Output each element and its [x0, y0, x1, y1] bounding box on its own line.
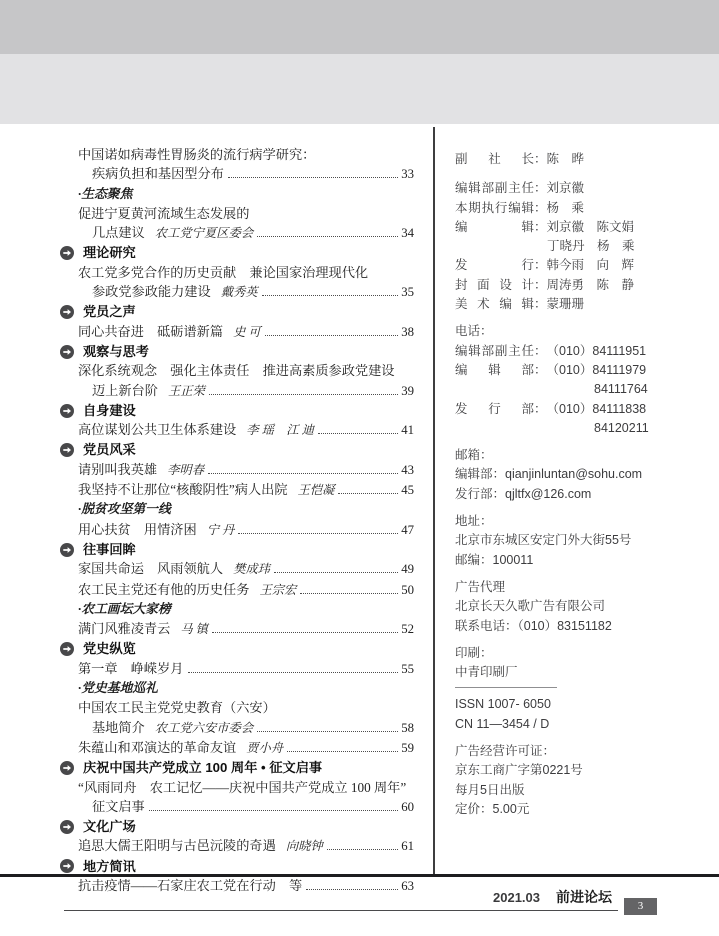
masthead-text-line: 邮编：100011	[455, 552, 534, 567]
masthead-value: （010）84111951	[546, 343, 647, 358]
masthead-colon: ：	[534, 343, 547, 358]
masthead-colon: ：	[534, 258, 547, 273]
toc-section-label: 理论研究	[83, 245, 136, 261]
arrow-circle-icon	[60, 543, 74, 557]
toc-entry	[78, 420, 414, 440]
toc-title-line: 中国农工民主党党史教育（六安）	[78, 700, 276, 716]
footer-thick-rule	[0, 874, 719, 877]
masthead-text-line: ISSN 1007- 6050	[455, 697, 551, 712]
dotted-leader	[209, 394, 398, 395]
toc-entry	[78, 659, 414, 679]
masthead-label: 编辑	[455, 219, 534, 234]
toc-entry-title: 征文启事	[92, 798, 145, 814]
masthead-group	[455, 446, 707, 504]
masthead-column	[455, 150, 707, 827]
toc-section	[60, 342, 414, 361]
toc-entry-author: 王正荣	[167, 383, 205, 398]
masthead-label: 副社长	[455, 152, 534, 166]
masthead-short-rule	[455, 687, 557, 688]
toc-section	[60, 540, 414, 559]
dotted-leader	[257, 731, 398, 732]
toc-page-number: 39	[401, 383, 414, 398]
toc-section	[60, 401, 414, 420]
masthead-spacer	[455, 169, 707, 179]
masthead-row	[455, 361, 707, 380]
toc-entry-author: 戴秀英	[220, 285, 258, 300]
toc-section-label: 党员之声	[83, 304, 136, 320]
masthead-group	[455, 742, 707, 819]
toc-entry	[92, 164, 414, 184]
dotted-leader	[274, 572, 398, 573]
toc-section-label: 党史纵览	[83, 641, 136, 657]
masthead-row	[455, 400, 707, 419]
toc-entry-title: 几点建议	[92, 225, 145, 241]
arrow-circle-icon	[60, 246, 74, 260]
masthead-row	[455, 218, 707, 237]
masthead-label: 发行	[455, 258, 534, 273]
toc-entry-title: 第一章 峥嵘岁月	[78, 660, 184, 676]
masthead-value: （010）84111979	[546, 362, 647, 377]
arrow-circle-icon	[60, 761, 74, 775]
toc-section-label: 观察与思考	[83, 343, 149, 359]
toc-page-number: 63	[401, 878, 414, 893]
masthead-label: 编辑部副主任	[455, 343, 534, 358]
toc-section-label: 自身建设	[83, 402, 136, 418]
toc-title-line: “风雨同舟 农工记忆——庆祝中国共产党成立 100 周年”	[78, 779, 407, 795]
masthead-group	[455, 578, 707, 636]
masthead-text-line: 广告经营许可证：	[455, 744, 556, 759]
toc-title-line: 中国诺如病毒性胃肠炎的流行病学研究：	[78, 147, 316, 162]
toc-section	[60, 302, 414, 321]
toc-entry	[92, 223, 414, 243]
masthead-row	[455, 342, 707, 361]
masthead-label: 本期执行编辑	[455, 200, 534, 215]
footer-magazine-title: 前进论坛	[556, 891, 612, 906]
toc-entry-title: 请别叫我英雄	[78, 461, 158, 477]
toc-section-label: 往事回眸	[83, 541, 136, 557]
masthead-colon: ：	[534, 152, 547, 166]
page-footer	[64, 887, 657, 911]
toc-entry-title: 参政党参政能力建设	[92, 284, 211, 300]
toc-entry-author: 农工党六安市委会	[154, 720, 254, 735]
toc-entry-title: 疾病负担和基因型分布	[92, 166, 224, 182]
table-of-contents	[60, 145, 414, 896]
toc-entry	[78, 580, 414, 600]
toc-entry-title: 朱蕴山和邓演达的革命友谊	[78, 739, 237, 755]
toc-entry-author: 樊成玮	[233, 562, 270, 577]
toc-entry-title: 迈上新台阶	[92, 382, 158, 398]
toc-entry-author: 李 瑶 江 迪	[246, 423, 314, 438]
masthead-label: 封面设计	[455, 277, 534, 292]
dotted-leader	[327, 849, 398, 850]
masthead-group	[455, 150, 707, 314]
toc-entry-title: 农工民主党还有他的历史任务	[78, 581, 250, 597]
masthead-colon: ：	[534, 297, 547, 312]
toc-page-number: 55	[401, 661, 414, 676]
toc-entry	[78, 619, 414, 639]
masthead-group-heading: 印刷：	[455, 645, 493, 660]
masthead-continuation-line: 丁晓丹 杨 乘	[547, 239, 635, 254]
arrow-circle-icon	[60, 443, 74, 457]
dotted-leader	[149, 810, 398, 811]
toc-entry-author: 马 镇	[180, 622, 208, 637]
masthead-text-line: 每月5日出版	[455, 782, 525, 797]
masthead-value: 韩今雨 向 辉	[546, 258, 635, 273]
masthead-colon: ：	[534, 401, 547, 416]
arrow-circle-icon	[60, 305, 74, 319]
masthead-value: 刘京徽 陈文娟	[546, 219, 635, 234]
arrow-circle-icon	[60, 345, 74, 359]
toc-section	[60, 758, 414, 777]
masthead-group-heading: 地址：	[455, 514, 493, 529]
toc-page-number: 33	[401, 167, 414, 182]
masthead-text-line: 北京长天久歌广告有限公司	[455, 599, 606, 614]
sub-gray-band	[0, 54, 719, 124]
arrow-circle-icon	[60, 820, 74, 834]
masthead-colon: ：	[534, 362, 547, 377]
toc-entry-title: 追思大儒王阳明与古邑沅陵的奇遇	[78, 838, 276, 854]
toc-entry	[92, 718, 414, 738]
masthead-text-line: 广告代理	[455, 579, 506, 594]
toc-title-line: 促进宁夏黄河流域生态发展的	[78, 205, 250, 221]
toc-entry-author: 宁 丹	[206, 522, 235, 537]
toc-entry-author: 史 可	[233, 324, 261, 339]
toc-section	[60, 639, 414, 658]
masthead-label: 编辑部	[455, 362, 534, 377]
toc-section-label: 党员风采	[83, 442, 136, 458]
toc-page-number: 45	[401, 483, 414, 498]
toc-entry-author: 贾小舟	[246, 740, 284, 755]
toc-page-number: 59	[401, 740, 414, 755]
toc-entry	[78, 559, 414, 579]
toc-section-label: 地方简讯	[83, 858, 136, 874]
toc-subsection-label: ·党史基地巡礼	[78, 681, 158, 696]
masthead-colon: ：	[534, 219, 547, 234]
masthead-label: 美术编辑	[455, 297, 534, 312]
footer-thin-rule	[64, 887, 618, 911]
masthead-value: （010）84111838	[546, 401, 647, 416]
dotted-leader	[257, 236, 398, 237]
masthead-group-heading: 电话：	[455, 324, 493, 339]
masthead-text-line: 定价：5.00元	[455, 801, 530, 816]
toc-entry-title: 基地简介	[92, 719, 145, 735]
dotted-leader	[208, 473, 398, 474]
toc-entry	[78, 460, 414, 480]
masthead-row	[455, 256, 707, 275]
toc-page-number: 41	[401, 423, 414, 438]
toc-section	[60, 440, 414, 459]
dotted-leader	[300, 593, 398, 594]
toc-page-number: 50	[401, 582, 414, 597]
dotted-leader	[212, 632, 398, 633]
masthead-text-line: 编辑部：qianjinluntan@sohu.com	[455, 467, 643, 482]
toc-page-number: 38	[401, 324, 414, 339]
dotted-leader	[318, 433, 398, 434]
toc-entry	[78, 322, 414, 342]
toc-entry-author: 王恺凝	[297, 483, 335, 498]
toc-entry-title: 家国共命运 风雨领航人	[78, 561, 224, 577]
column-divider-rule	[433, 127, 435, 875]
dotted-leader	[238, 533, 398, 534]
toc-page-number: 52	[401, 622, 414, 637]
toc-entry-author: 向晓钟	[285, 839, 323, 854]
toc-title-line: 深化系统观念 强化主体责任 推进高素质参政党建设	[78, 363, 395, 379]
arrow-circle-icon	[60, 859, 74, 873]
masthead-value: 蒙珊珊	[546, 297, 585, 312]
masthead-group	[455, 512, 707, 570]
dotted-leader	[262, 295, 399, 296]
toc-entry	[78, 738, 414, 758]
footer-page-badge: 3	[624, 898, 657, 915]
dotted-leader	[228, 177, 398, 178]
masthead-continuation-line: 84120211	[594, 420, 649, 435]
toc-entry-author: 王宗宏	[259, 582, 297, 597]
masthead-group	[455, 644, 707, 734]
masthead-text-line: 京东工商广字第0221号	[455, 763, 583, 778]
footer-issue: 2021.03	[493, 890, 540, 905]
toc-subsection-label: ·农工画坛大家榜	[78, 601, 171, 616]
masthead-text-line: 中青印刷厂	[455, 665, 518, 680]
toc-entry-title: 同心共奋进 砥砺谱新篇	[78, 323, 224, 339]
toc-entry-title: 抗击疫情——石家庄农工党在行动 等	[78, 877, 303, 893]
masthead-row	[455, 179, 707, 198]
toc-page-number: 60	[401, 799, 414, 814]
masthead-text-line: 发行部：qjltfx@126.com	[455, 486, 592, 501]
dotted-leader	[265, 335, 398, 336]
toc-page-number: 35	[401, 285, 414, 300]
toc-entry-title: 我坚持不让那位“核酸阴性”病人出院	[78, 482, 288, 498]
toc-entry-title: 高位谋划公共卫生体系建设	[78, 422, 237, 438]
arrow-circle-icon	[60, 642, 74, 656]
masthead-row	[455, 276, 707, 295]
masthead-text-line: 北京市东城区安定门外大街55号	[455, 533, 632, 548]
toc-page-number: 47	[401, 522, 414, 537]
toc-entry	[78, 520, 414, 540]
masthead-colon: ：	[534, 200, 547, 215]
toc-section	[60, 243, 414, 262]
masthead-row	[455, 295, 707, 314]
toc-entry-author: 农工党宁夏区委会	[154, 226, 254, 241]
masthead-text-line: 联系电话：（010）83151182	[455, 618, 612, 633]
toc-subsection-label: ·生态聚焦	[78, 186, 133, 201]
masthead-row	[455, 199, 707, 218]
toc-page-number: 43	[401, 462, 414, 477]
toc-entry	[92, 381, 414, 401]
masthead-row	[455, 150, 707, 169]
toc-entry	[92, 282, 414, 302]
toc-title-line: 农工党多党合作的历史贡献 兼论国家治理现代化	[78, 264, 369, 280]
toc-page-number: 34	[401, 226, 414, 241]
masthead-label: 编辑部副主任	[455, 181, 534, 196]
toc-subsection-label: ·脱贫攻坚第一线	[78, 502, 171, 517]
masthead-value: 刘京徽	[546, 181, 585, 196]
masthead-value: 陈 晔	[546, 152, 585, 166]
dotted-leader	[338, 493, 398, 494]
toc-page-number: 58	[401, 720, 414, 735]
masthead-text-line: CN 11—3454 / D	[455, 716, 550, 731]
toc-entry-author: 李明春	[167, 462, 205, 477]
masthead-continuation-line: 84111764	[594, 382, 648, 397]
masthead-value: 杨 乘	[546, 200, 585, 215]
dotted-leader	[188, 672, 399, 673]
masthead-colon: ：	[534, 181, 547, 196]
masthead-group-heading: 邮箱：	[455, 448, 493, 463]
toc-page-number: 49	[401, 562, 414, 577]
masthead-label: 发行部	[455, 401, 534, 416]
toc-entry-title: 用心扶贫 用情济困	[78, 521, 197, 537]
toc-section	[60, 817, 414, 836]
toc-section-label: 文化广场	[83, 819, 136, 835]
masthead-group	[455, 322, 707, 438]
top-gray-band	[0, 0, 719, 54]
masthead-colon: ：	[534, 277, 547, 292]
toc-entry	[92, 797, 414, 817]
toc-entry-title: 满门风雅凌青云	[78, 621, 171, 637]
toc-entry	[78, 480, 414, 500]
dotted-leader	[287, 751, 398, 752]
toc-entry	[78, 836, 414, 856]
arrow-circle-icon	[60, 404, 74, 418]
toc-page-number: 61	[401, 839, 414, 854]
toc-section-label: 庆祝中国共产党成立 100 周年 • 征文启事	[83, 760, 323, 776]
masthead-value: 周涛勇 陈 静	[546, 277, 635, 292]
